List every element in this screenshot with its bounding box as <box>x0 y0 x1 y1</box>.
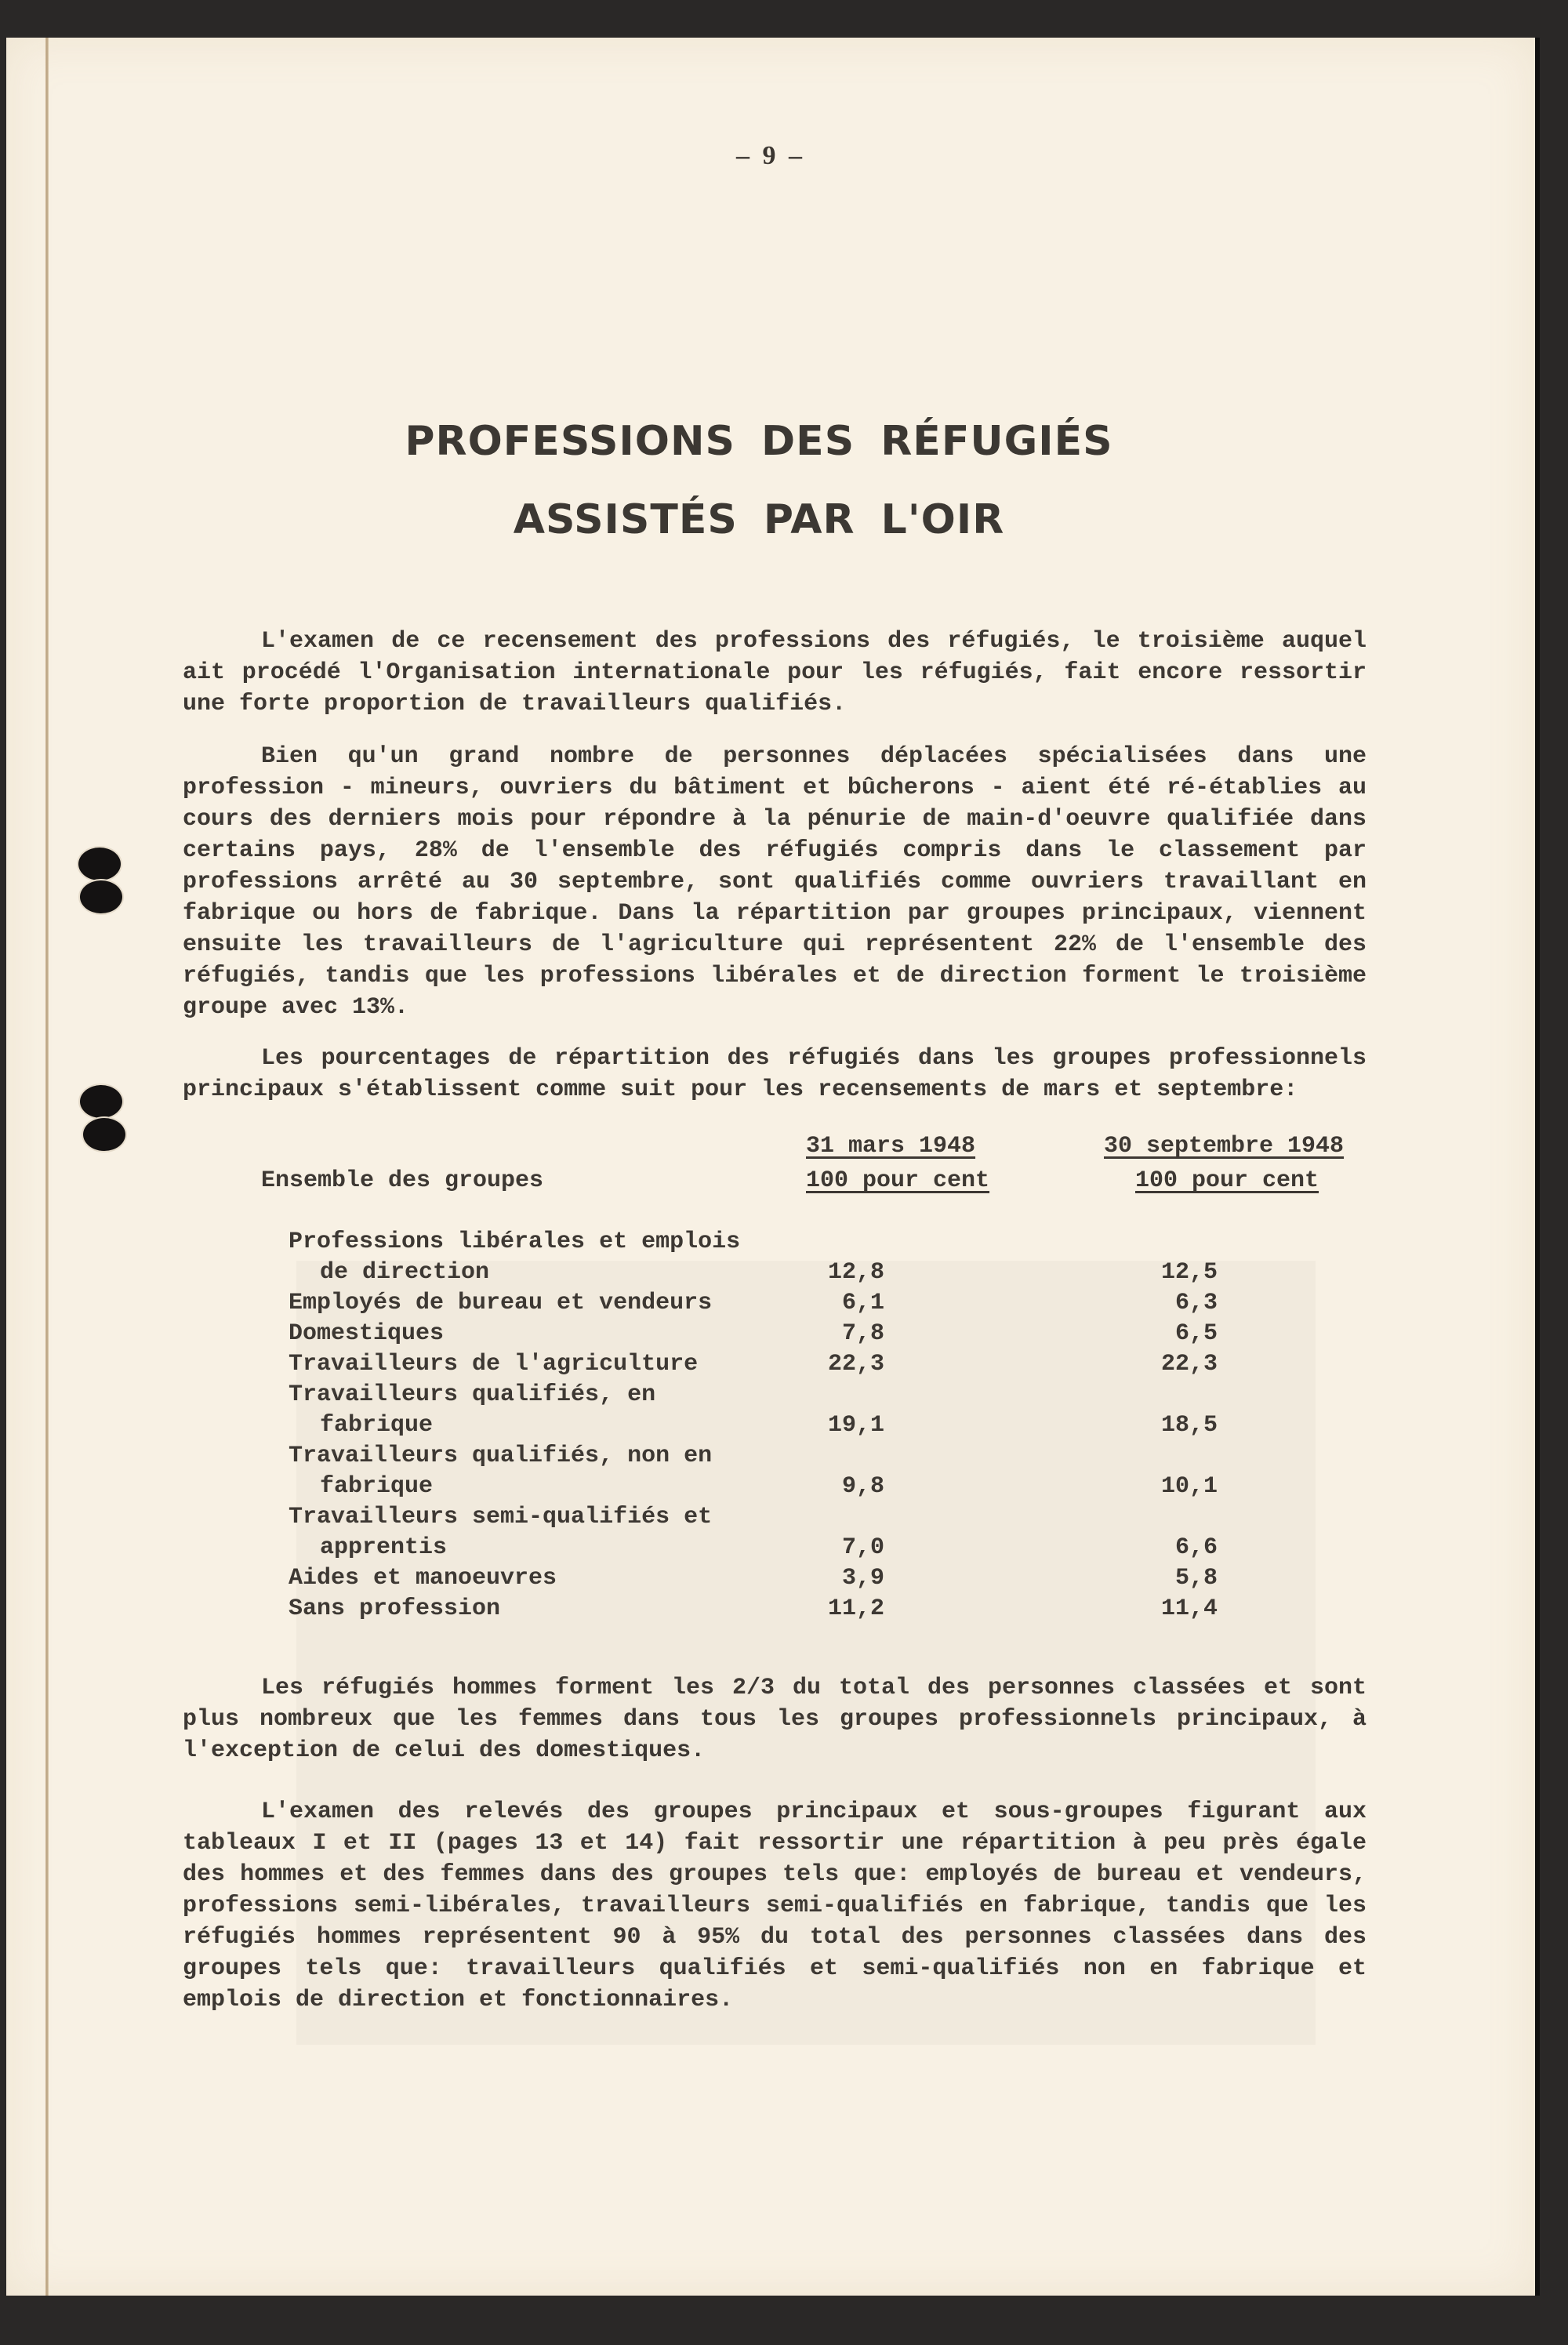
value-march: 7,8 <box>841 1320 884 1347</box>
value-march: 6,1 <box>841 1290 884 1316</box>
row-label-continuation: apprentis <box>320 1534 448 1561</box>
table-row <box>183 1594 1367 1624</box>
value-march: 3,9 <box>841 1565 884 1592</box>
table-row <box>183 1563 1367 1594</box>
punch-hole <box>80 880 122 913</box>
value-march: 22,3 <box>827 1351 884 1378</box>
row-label: Professions libérales et emplois <box>289 1229 741 1255</box>
table-row <box>183 1319 1367 1349</box>
value-september: 11,4 <box>1160 1595 1218 1622</box>
value-september: 6,5 <box>1174 1320 1218 1347</box>
punch-hole <box>83 1118 125 1151</box>
value-september: 12,5 <box>1160 1259 1218 1286</box>
total-value-september: 100 pour cent <box>1135 1167 1319 1194</box>
table-row <box>183 1502 1367 1563</box>
paragraph-percentages-intro: Les pourcentages de répartition des réfugiés dans les groupes professionnels principaux s'établissent comme suit pour les recensements de mars et septembre: <box>183 1045 1367 1103</box>
row-label-continuation: de direction <box>320 1259 490 1286</box>
value-march: 7,0 <box>841 1534 884 1561</box>
row-label: Aides et manoeuvres <box>289 1565 557 1592</box>
value-march: 11,2 <box>827 1595 884 1622</box>
value-september: 6,3 <box>1174 1290 1218 1316</box>
value-september: 22,3 <box>1160 1351 1218 1378</box>
column-header-september: 30 septembre 1948 <box>1104 1133 1345 1160</box>
value-march: 12,8 <box>827 1259 884 1286</box>
page-fold <box>45 38 49 2296</box>
row-label: Travailleurs semi-qualifiés et <box>289 1504 713 1530</box>
row-label: Employés de bureau et vendeurs <box>289 1290 713 1316</box>
table-row <box>183 1380 1367 1441</box>
value-march: 9,8 <box>841 1473 884 1500</box>
row-label: Domestiques <box>289 1320 445 1347</box>
paragraph-intro: L'examen de ce recensement des professions des réfugiés, le troisième auquel ait procédé l'Organisation internationale pour les réfugiés, fait encore ressortir une forte proportion de travailleurs qualifiés. <box>183 628 1367 717</box>
table-row <box>183 1227 1367 1288</box>
table-row <box>183 1349 1367 1380</box>
row-label-continuation: fabrique <box>320 1473 434 1500</box>
distribution-table <box>183 1131 1367 1624</box>
value-march: 19,1 <box>827 1412 884 1439</box>
document-page <box>6 38 1540 2296</box>
punch-hole <box>78 848 121 880</box>
value-september: 5,8 <box>1174 1565 1218 1592</box>
row-label: Travailleurs qualifiés, en <box>289 1381 656 1408</box>
row-label: Travailleurs de l'agriculture <box>289 1351 699 1378</box>
table-row <box>183 1441 1367 1502</box>
punch-hole <box>80 1085 122 1118</box>
table-row <box>183 1288 1367 1319</box>
total-value-march: 100 pour cent <box>806 1167 990 1194</box>
page-number: – 9 – <box>736 141 805 170</box>
total-label: Ensemble des groupes <box>261 1167 544 1194</box>
row-label: Sans profession <box>289 1595 501 1622</box>
paragraph-qualified-workers: Bien qu'un grand nombre de personnes déplacées spécialisées dans une profession - mineurs, ouvriers du bâtiment et bûcherons - aient été ré-établies au cours des derniers mois pour répondre à la pénurie de main-d'oeuvre qualifiée dans certains pays, 28% de l'ensemble des réfugiés compris dans le classement par professions arrêté au 30 septembre, sont qualifiés comme ouvriers travaillant en fabrique ou hors de fabrique. Dans la répartition par groupes principaux, viennent ensuite les travailleurs de l'agriculture qui représentent 22% de l'ensemble des réfugiés, tandis que les professions libérales et de direction forment le troisième groupe avec 13%. <box>183 743 1367 1021</box>
page-title-line-2: ASSISTÉS PAR L'OIR <box>513 496 1005 543</box>
paragraph-subgroups: L'examen des relevés des groupes principaux et sous-groupes figurant aux tableaux I et II (pages 13 et 14) fait ressortir une répartition à peu près égale des hommes et des femmes dans des groupes tels que: employés de bureau et vendeurs, professions semi-libérales, travailleurs semi-qualifiés en fabrique, tandis que les réfugiés hommes représentent 90 à 95% du total des personnes classées dans des groupes tels que: travailleurs qualifiés et semi-qualifiés non en fabrique et emplois de direction et fonctionnaires. <box>183 1799 1367 2013</box>
table-total-row <box>183 1166 1367 1227</box>
value-september: 18,5 <box>1160 1412 1218 1439</box>
row-label: Travailleurs qualifiés, non en <box>289 1443 713 1469</box>
table-header <box>183 1131 1367 1166</box>
page-title-line-1: PROFESSIONS DES RÉFUGIÉS <box>405 418 1113 465</box>
paragraph-men-women: Les réfugiés hommes forment les 2/3 du total des personnes classées et sont plus nombreux que les femmes dans tous les groupes professionnels principaux, à l'exception de celui des domestiques. <box>183 1675 1367 1764</box>
value-september: 10,1 <box>1160 1473 1218 1500</box>
column-header-march: 31 mars 1948 <box>806 1133 976 1160</box>
value-september: 6,6 <box>1174 1534 1218 1561</box>
row-label-continuation: fabrique <box>320 1412 434 1439</box>
